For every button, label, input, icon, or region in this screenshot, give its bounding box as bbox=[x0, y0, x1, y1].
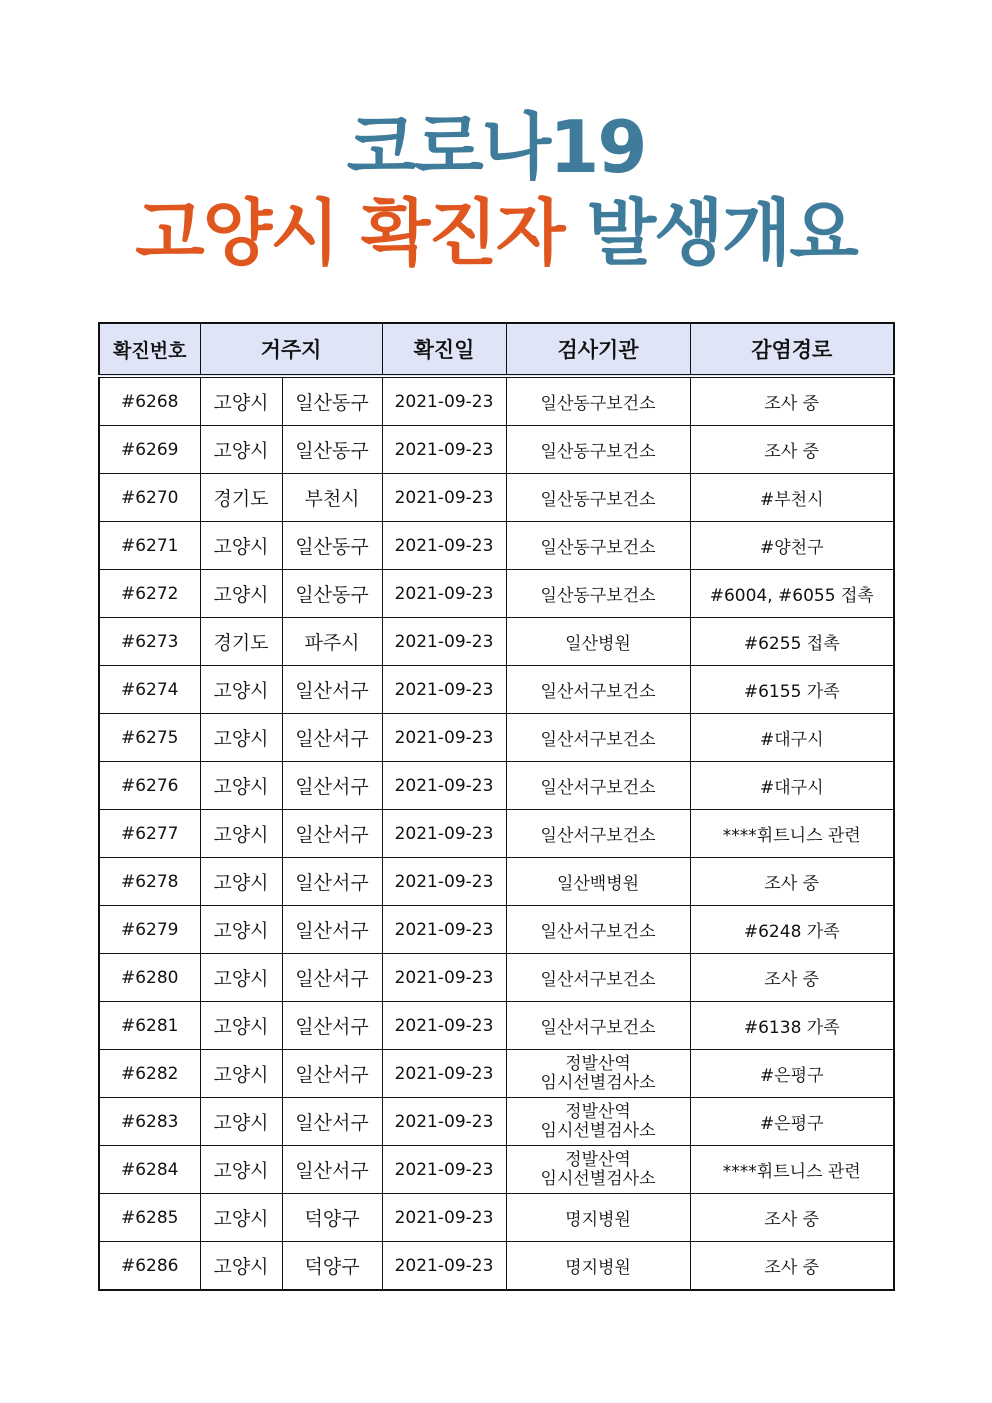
testing-site bbox=[506, 1146, 690, 1194]
title-goyang-overview bbox=[0, 189, 992, 277]
residence-district: 일산서구 bbox=[282, 714, 382, 762]
table-row bbox=[99, 858, 894, 906]
residence-district: 부천시 bbox=[282, 474, 382, 522]
testing-site bbox=[506, 376, 690, 426]
title-covid19: 코로나19 bbox=[346, 105, 646, 189]
table-row bbox=[99, 714, 894, 762]
confirm-date: 2021-09-23 bbox=[382, 1098, 506, 1146]
testing-site bbox=[506, 522, 690, 570]
infection-route: ****휘트니스 관련 bbox=[690, 1146, 894, 1194]
infection-route: 조사 중 bbox=[690, 1194, 894, 1242]
case-number: #6286 bbox=[99, 1242, 200, 1291]
residence-district: 일산서구 bbox=[282, 762, 382, 810]
infection-route: 조사 중 bbox=[690, 426, 894, 474]
table-row bbox=[99, 954, 894, 1002]
residence-city: 고양시 bbox=[200, 810, 282, 858]
infection-route: #6138 가족 bbox=[690, 1002, 894, 1050]
confirm-date: 2021-09-23 bbox=[382, 954, 506, 1002]
header-testing-site: 검사기관 bbox=[506, 323, 690, 376]
testing-site bbox=[506, 714, 690, 762]
testing-site-line: 일산서구보건소 bbox=[540, 682, 656, 702]
residence-city: 고양시 bbox=[200, 714, 282, 762]
residence-district: 덕양구 bbox=[282, 1242, 382, 1291]
testing-site bbox=[506, 1194, 690, 1242]
testing-site-line: 일산서구보건소 bbox=[540, 826, 656, 846]
table-row bbox=[99, 1242, 894, 1291]
residence-city: 고양시 bbox=[200, 762, 282, 810]
testing-site-line: 정발산역 bbox=[565, 1053, 631, 1074]
testing-site-line: 일산서구보건소 bbox=[540, 778, 656, 798]
testing-site bbox=[506, 906, 690, 954]
residence-district: 일산서구 bbox=[282, 810, 382, 858]
table-row bbox=[99, 1194, 894, 1242]
infection-route: #은평구 bbox=[690, 1050, 894, 1098]
testing-site-line: 일산서구보건소 bbox=[540, 730, 656, 750]
case-number: #6279 bbox=[99, 906, 200, 954]
testing-site bbox=[506, 1098, 690, 1146]
case-number: #6280 bbox=[99, 954, 200, 1002]
infection-route: #6248 가족 bbox=[690, 906, 894, 954]
header-residence: 거주지 bbox=[200, 323, 382, 376]
infection-route: 조사 중 bbox=[690, 1242, 894, 1291]
table-row bbox=[99, 1146, 894, 1194]
case-number: #6282 bbox=[99, 1050, 200, 1098]
residence-city: 고양시 bbox=[200, 1098, 282, 1146]
residence-city: 고양시 bbox=[200, 522, 282, 570]
residence-city: 고양시 bbox=[200, 426, 282, 474]
table-row bbox=[99, 762, 894, 810]
confirmed-cases-table bbox=[98, 322, 895, 1291]
infection-route: #대구시 bbox=[690, 762, 894, 810]
testing-site bbox=[506, 618, 690, 666]
confirm-date: 2021-09-23 bbox=[382, 858, 506, 906]
case-number: #6284 bbox=[99, 1146, 200, 1194]
testing-site-line: 일산동구보건소 bbox=[540, 490, 656, 510]
case-number: #6269 bbox=[99, 426, 200, 474]
residence-city: 고양시 bbox=[200, 570, 282, 618]
case-number: #6283 bbox=[99, 1098, 200, 1146]
residence-city: 고양시 bbox=[200, 906, 282, 954]
header-case-number: 확진번호 bbox=[99, 323, 200, 376]
confirm-date: 2021-09-23 bbox=[382, 618, 506, 666]
testing-site-line: 정발산역 bbox=[565, 1101, 631, 1122]
testing-site-line: 일산서구보건소 bbox=[540, 970, 656, 990]
table-body bbox=[99, 376, 894, 1290]
confirm-date: 2021-09-23 bbox=[382, 426, 506, 474]
testing-site-line: 명지병원 bbox=[565, 1210, 631, 1230]
residence-city: 고양시 bbox=[200, 376, 282, 426]
title-goyang-confirmed: 고양시 확진자 bbox=[135, 191, 564, 275]
page-title bbox=[0, 105, 992, 277]
confirm-date: 2021-09-23 bbox=[382, 1194, 506, 1242]
confirm-date: 2021-09-23 bbox=[382, 666, 506, 714]
testing-site-line: 일산백병원 bbox=[556, 874, 640, 894]
residence-city: 고양시 bbox=[200, 1194, 282, 1242]
confirm-date: 2021-09-23 bbox=[382, 810, 506, 858]
table-row bbox=[99, 810, 894, 858]
infection-route: 조사 중 bbox=[690, 858, 894, 906]
infection-route: #대구시 bbox=[690, 714, 894, 762]
testing-site-line: 임시선별검사소 bbox=[540, 1072, 656, 1093]
case-number: #6278 bbox=[99, 858, 200, 906]
testing-site bbox=[506, 954, 690, 1002]
residence-district: 일산동구 bbox=[282, 522, 382, 570]
testing-site bbox=[506, 858, 690, 906]
confirm-date: 2021-09-23 bbox=[382, 1050, 506, 1098]
table-row bbox=[99, 666, 894, 714]
residence-city: 고양시 bbox=[200, 666, 282, 714]
residence-district: 일산동구 bbox=[282, 570, 382, 618]
table-row bbox=[99, 426, 894, 474]
header-confirm-date: 확진일 bbox=[382, 323, 506, 376]
residence-district: 파주시 bbox=[282, 618, 382, 666]
testing-site bbox=[506, 762, 690, 810]
table-row bbox=[99, 376, 894, 426]
table-row bbox=[99, 618, 894, 666]
residence-district: 일산동구 bbox=[282, 426, 382, 474]
testing-site bbox=[506, 474, 690, 522]
testing-site bbox=[506, 1050, 690, 1098]
confirm-date: 2021-09-23 bbox=[382, 1002, 506, 1050]
testing-site bbox=[506, 1002, 690, 1050]
confirm-date: 2021-09-23 bbox=[382, 522, 506, 570]
residence-city: 경기도 bbox=[200, 618, 282, 666]
testing-site-line: 임시선별검사소 bbox=[540, 1168, 656, 1189]
residence-district: 일산서구 bbox=[282, 858, 382, 906]
infection-route: #6155 가족 bbox=[690, 666, 894, 714]
case-number: #6271 bbox=[99, 522, 200, 570]
infection-route: 조사 중 bbox=[690, 954, 894, 1002]
testing-site bbox=[506, 810, 690, 858]
residence-district: 일산서구 bbox=[282, 1146, 382, 1194]
confirm-date: 2021-09-23 bbox=[382, 906, 506, 954]
confirm-date: 2021-09-23 bbox=[382, 714, 506, 762]
testing-site-line: 임시선별검사소 bbox=[540, 1120, 656, 1141]
infection-route: #양천구 bbox=[690, 522, 894, 570]
residence-district: 덕양구 bbox=[282, 1194, 382, 1242]
testing-site-line: 정발산역 bbox=[565, 1149, 631, 1170]
case-number: #6276 bbox=[99, 762, 200, 810]
header-infection-route: 감염경로 bbox=[690, 323, 894, 376]
table-row bbox=[99, 570, 894, 618]
infection-route: #6004, #6055 접촉 bbox=[690, 570, 894, 618]
case-number: #6268 bbox=[99, 376, 200, 426]
title-occurrence-overview: 발생개요 bbox=[586, 191, 857, 275]
residence-district: 일산서구 bbox=[282, 1002, 382, 1050]
table-row bbox=[99, 906, 894, 954]
infection-route: #부천시 bbox=[690, 474, 894, 522]
confirm-date: 2021-09-23 bbox=[382, 1146, 506, 1194]
infection-route: ****휘트니스 관련 bbox=[690, 810, 894, 858]
table-row bbox=[99, 1098, 894, 1146]
table-header-row bbox=[99, 323, 894, 376]
table-row bbox=[99, 474, 894, 522]
testing-site-line: 일산동구보건소 bbox=[540, 394, 656, 414]
case-number: #6281 bbox=[99, 1002, 200, 1050]
table-row bbox=[99, 522, 894, 570]
confirm-date: 2021-09-23 bbox=[382, 474, 506, 522]
confirm-date: 2021-09-23 bbox=[382, 1242, 506, 1291]
infection-route: 조사 중 bbox=[690, 376, 894, 426]
residence-district: 일산서구 bbox=[282, 954, 382, 1002]
table-row bbox=[99, 1050, 894, 1098]
case-number: #6273 bbox=[99, 618, 200, 666]
case-number: #6277 bbox=[99, 810, 200, 858]
testing-site-line: 일산동구보건소 bbox=[540, 586, 656, 606]
infection-route: #6255 접촉 bbox=[690, 618, 894, 666]
testing-site-line: 일산동구보건소 bbox=[540, 442, 656, 462]
residence-district: 일산서구 bbox=[282, 666, 382, 714]
testing-site-line: 일산병원 bbox=[565, 634, 631, 654]
residence-city: 고양시 bbox=[200, 1050, 282, 1098]
testing-site bbox=[506, 1242, 690, 1291]
testing-site bbox=[506, 570, 690, 618]
residence-city: 고양시 bbox=[200, 1242, 282, 1291]
case-number: #6274 bbox=[99, 666, 200, 714]
testing-site-line: 명지병원 bbox=[565, 1258, 631, 1278]
case-number: #6272 bbox=[99, 570, 200, 618]
infection-route: #은평구 bbox=[690, 1098, 894, 1146]
residence-city: 고양시 bbox=[200, 1002, 282, 1050]
confirm-date: 2021-09-23 bbox=[382, 762, 506, 810]
residence-city: 고양시 bbox=[200, 1146, 282, 1194]
testing-site-line: 일산서구보건소 bbox=[540, 922, 656, 942]
residence-district: 일산서구 bbox=[282, 1050, 382, 1098]
testing-site-line: 일산서구보건소 bbox=[540, 1018, 656, 1038]
testing-site bbox=[506, 666, 690, 714]
testing-site-line: 일산동구보건소 bbox=[540, 538, 656, 558]
case-number: #6275 bbox=[99, 714, 200, 762]
residence-city: 고양시 bbox=[200, 858, 282, 906]
residence-city: 고양시 bbox=[200, 954, 282, 1002]
case-number: #6285 bbox=[99, 1194, 200, 1242]
case-number: #6270 bbox=[99, 474, 200, 522]
residence-district: 일산서구 bbox=[282, 1098, 382, 1146]
confirm-date: 2021-09-23 bbox=[382, 376, 506, 426]
residence-district: 일산서구 bbox=[282, 906, 382, 954]
testing-site bbox=[506, 426, 690, 474]
confirm-date: 2021-09-23 bbox=[382, 570, 506, 618]
table-row bbox=[99, 1002, 894, 1050]
residence-city: 경기도 bbox=[200, 474, 282, 522]
residence-district: 일산동구 bbox=[282, 376, 382, 426]
